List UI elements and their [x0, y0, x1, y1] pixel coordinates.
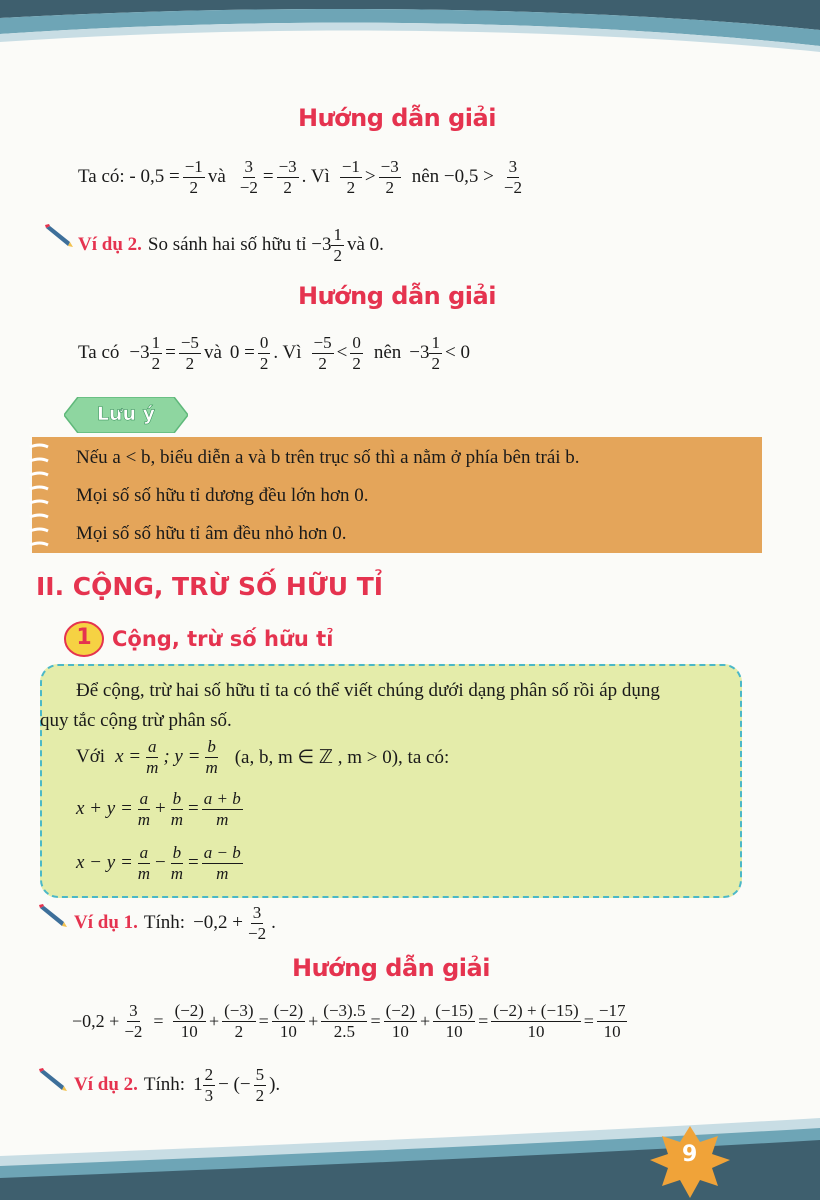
example-label: Ví dụ 2.	[78, 234, 142, 256]
fraction: $\frac{b}{m}$	[205, 737, 218, 777]
example-minus: − (−	[218, 1074, 251, 1096]
guide-heading-3: Hướng dẫn giải	[292, 954, 490, 982]
section-title: II. CỘNG, TRỪ SỐ HỮU TỈ	[36, 572, 384, 601]
example-1	[74, 904, 276, 943]
sol1-and: và	[207, 166, 226, 188]
fraction: $\frac{a}{m}$	[137, 789, 151, 829]
equals: =	[188, 798, 199, 820]
note-line: Nếu a < b, biểu diễn a và b trên trục số thì a nằm ở phía bên trái b.	[76, 447, 580, 468]
fraction: $\frac{-5}{2}$	[313, 333, 332, 373]
fraction: $\frac{a}{m}$	[137, 843, 151, 883]
sol2-then: nên	[373, 342, 402, 364]
diff-lhs: x − y =	[76, 852, 133, 874]
sum-formula	[76, 790, 246, 829]
sum-lhs: x + y =	[76, 798, 133, 820]
fraction: $\frac{-1}{2}$	[341, 157, 360, 197]
diff-formula	[76, 844, 246, 883]
top-decorative-band	[0, 0, 820, 70]
fraction: $\frac{1}{2}$	[151, 333, 161, 373]
equals: =	[153, 1010, 164, 1031]
sol2-prefix: Ta có	[78, 342, 120, 364]
example-close: ).	[269, 1074, 281, 1096]
fraction: $\frac{5}{2}$	[255, 1065, 265, 1105]
equals: =	[478, 1010, 489, 1031]
spiral-binding-icon	[26, 441, 50, 551]
fraction: $\frac{2}{3}$	[204, 1065, 214, 1105]
sol1-prefix: Ta có: - 0,5 =	[78, 166, 180, 188]
sol2-and: và	[203, 342, 222, 364]
fraction: $\frac{-17}{10}$	[598, 1001, 626, 1041]
note-box	[32, 437, 762, 553]
fraction: $\frac{1}{2}$	[333, 225, 342, 265]
minus: −	[155, 852, 166, 874]
sol2-because: . Vì	[273, 342, 302, 364]
mixed-whole: −3	[409, 342, 430, 364]
fraction: $\frac{3}{-2}$	[503, 157, 522, 197]
guide-heading-1: Hướng dẫn giải	[298, 104, 496, 132]
fraction: $\frac{a + b}{m}$	[203, 789, 241, 829]
note-tag-label: Lưu ý	[96, 403, 156, 425]
solution-3-line	[72, 1002, 630, 1041]
rule-box	[40, 664, 742, 898]
fraction: $\frac{-3}{2}$	[380, 157, 399, 197]
sol3-expr: −0,2 +	[72, 1010, 120, 1031]
guide-heading-2: Hướng dẫn giải	[298, 282, 496, 310]
mixed-whole: 1	[193, 1074, 203, 1096]
example-label: Ví dụ 1.	[74, 912, 138, 934]
pencil-icon	[38, 904, 68, 928]
sol1-because: . Vì	[301, 166, 330, 188]
rule-definition	[76, 738, 449, 777]
fraction: $\frac{a}{m}$	[146, 737, 159, 777]
rule-paragraph: Để cộng, trừ hai số hữu tỉ ta có thể viết chúng dưới dạng phân số rồi áp dụng	[76, 680, 660, 701]
rule-condition: (a, b, m ∈ ℤ , m > 0), ta có:	[234, 746, 450, 768]
fraction: $\frac{(-3)}{2}$	[224, 1001, 254, 1041]
fraction: $\frac{(-2)}{10}$	[273, 1001, 304, 1041]
note-line: Mọi số số hữu tỉ dương đều lớn hơn 0.	[76, 485, 369, 506]
example-dot: .	[271, 912, 276, 934]
solution-1-line	[78, 158, 527, 197]
example-text: Tính:	[143, 1074, 186, 1096]
section-number: 1	[76, 625, 92, 650]
solution-2-line	[78, 334, 470, 373]
sol1-conclusion: nên −0,5 >	[411, 166, 494, 188]
example-text: So sánh hai số hữu tỉ −3	[147, 234, 332, 256]
equals: =	[262, 166, 274, 188]
plus: +	[208, 1010, 220, 1031]
pencil-icon	[44, 224, 74, 248]
plus: +	[155, 798, 166, 820]
equals: =	[165, 342, 176, 364]
fraction: $\frac{(-2)}{10}$	[385, 1001, 416, 1041]
pencil-icon	[38, 1068, 68, 1092]
var-y: ; y =	[163, 746, 201, 768]
fraction: $\frac{0}{2}$	[352, 333, 361, 373]
example-expr: −0,2 +	[193, 912, 243, 934]
fraction: $\frac{b}{m}$	[170, 843, 184, 883]
equals: =	[258, 1010, 269, 1031]
fraction: $\frac{(-2)}{10}$	[174, 1001, 204, 1041]
fraction: $\frac{0}{2}$	[259, 333, 269, 373]
var-x: x =	[115, 746, 142, 768]
fraction: $\frac{(-3).5}{2.5}$	[323, 1001, 366, 1041]
example-text: Tính:	[143, 912, 186, 934]
sol2-zero: 0 =	[229, 342, 255, 364]
subsection-title: Cộng, trừ số hữu tỉ	[112, 627, 334, 651]
example-tail: và 0.	[346, 234, 384, 256]
fraction: $\frac{(-2) + (-15)}{10}$	[493, 1001, 579, 1041]
fraction: $\frac{1}{2}$	[431, 333, 440, 373]
fraction: $\frac{b}{m}$	[170, 789, 184, 829]
greater-than: >	[364, 166, 376, 188]
page-number: 9	[682, 1142, 698, 1167]
fraction: $\frac{-1}{2}$	[184, 157, 203, 197]
fraction: $\frac{3}{-2}$	[248, 903, 267, 943]
fraction: $\frac{a - b}{m}$	[203, 843, 241, 883]
note-line: Mọi số số hữu tỉ âm đều nhỏ hơn 0.	[76, 523, 347, 544]
example-label: Ví dụ 2.	[74, 1074, 138, 1096]
example-2-compute	[74, 1066, 280, 1105]
fraction: $\frac{(-15)}{10}$	[435, 1001, 474, 1041]
example-2-compare	[78, 226, 384, 265]
equals: =	[188, 852, 199, 874]
plus: +	[308, 1010, 319, 1031]
rule-paragraph-cont: quy tắc cộng trừ phân số.	[40, 710, 232, 731]
equals: =	[583, 1010, 594, 1031]
fraction: $\frac{3}{-2}$	[124, 1001, 143, 1041]
plus: +	[420, 1010, 431, 1031]
mixed-whole: −3	[129, 342, 150, 364]
fraction: $\frac{-3}{2}$	[278, 157, 297, 197]
sol2-tail: < 0	[444, 342, 470, 364]
fraction: $\frac{3}{-2}$	[239, 157, 258, 197]
fraction: $\frac{-5}{2}$	[180, 333, 199, 373]
equals: =	[370, 1010, 381, 1031]
less-than: <	[336, 342, 348, 364]
rule-with: Với	[76, 746, 106, 768]
